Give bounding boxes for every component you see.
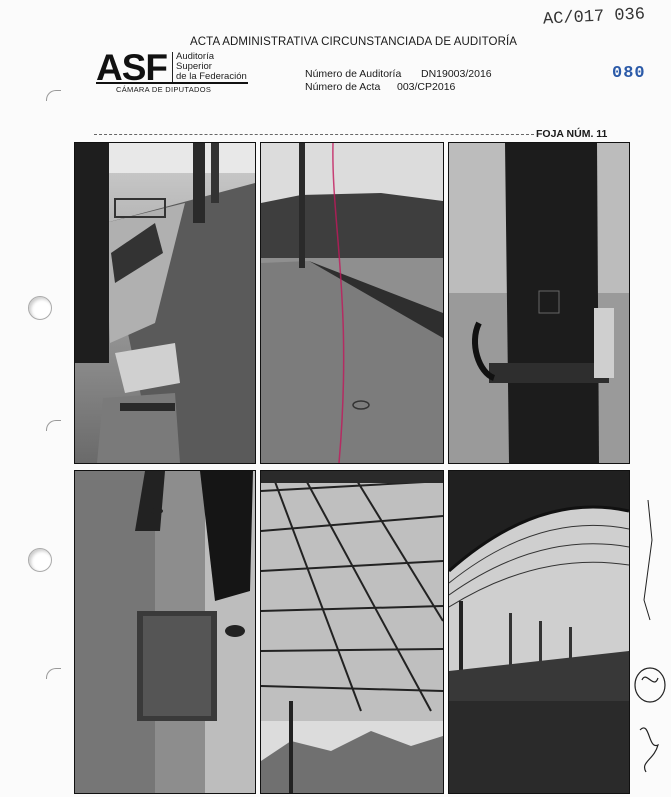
act-number-value: 003/CP2016 [397, 81, 456, 93]
audit-number-label: Número de Auditoría [305, 68, 402, 80]
logo-line-1: Auditoría [176, 51, 215, 62]
header-rule [94, 134, 534, 135]
asf-logo-text [172, 52, 247, 82]
folio-stamp: AC/017 036 [542, 5, 646, 30]
foja-number: FOJA NÚM. 11 [536, 128, 608, 140]
audit-meta [305, 68, 492, 94]
photo-4 [74, 470, 256, 794]
photo-1-image [75, 143, 255, 463]
logo-subtitle: CÁMARA DE DIPUTADOS [116, 85, 212, 94]
photo-3-image [449, 143, 629, 463]
page-stamp: 080 [612, 64, 646, 83]
photo-2-image [261, 143, 443, 463]
photo-6 [448, 470, 630, 794]
document-title: ACTA ADMINISTRATIVA CIRCUNSTANCIADA DE AUDITORÍA [190, 36, 518, 48]
logo-line-3: de la Federación [176, 71, 247, 82]
photo-1 [74, 142, 256, 464]
margin-signature [630, 500, 670, 780]
photo-4-image [75, 471, 255, 793]
photo-2 [260, 142, 444, 464]
photo-5 [260, 470, 444, 794]
act-number-label: Número de Acta [305, 81, 381, 93]
logo-divider [96, 82, 248, 84]
margin-mark [46, 668, 61, 679]
margin-mark [46, 420, 61, 431]
punch-hole [28, 296, 52, 320]
photo-5-image [261, 471, 443, 793]
photo-3 [448, 142, 630, 464]
asf-logo: ASF [96, 47, 167, 88]
photo-6-image [449, 471, 629, 793]
audit-number-value: DN19003/2016 [421, 68, 492, 80]
punch-hole [28, 548, 52, 572]
logo-line-2: Superior [176, 61, 212, 72]
margin-mark [46, 90, 61, 101]
